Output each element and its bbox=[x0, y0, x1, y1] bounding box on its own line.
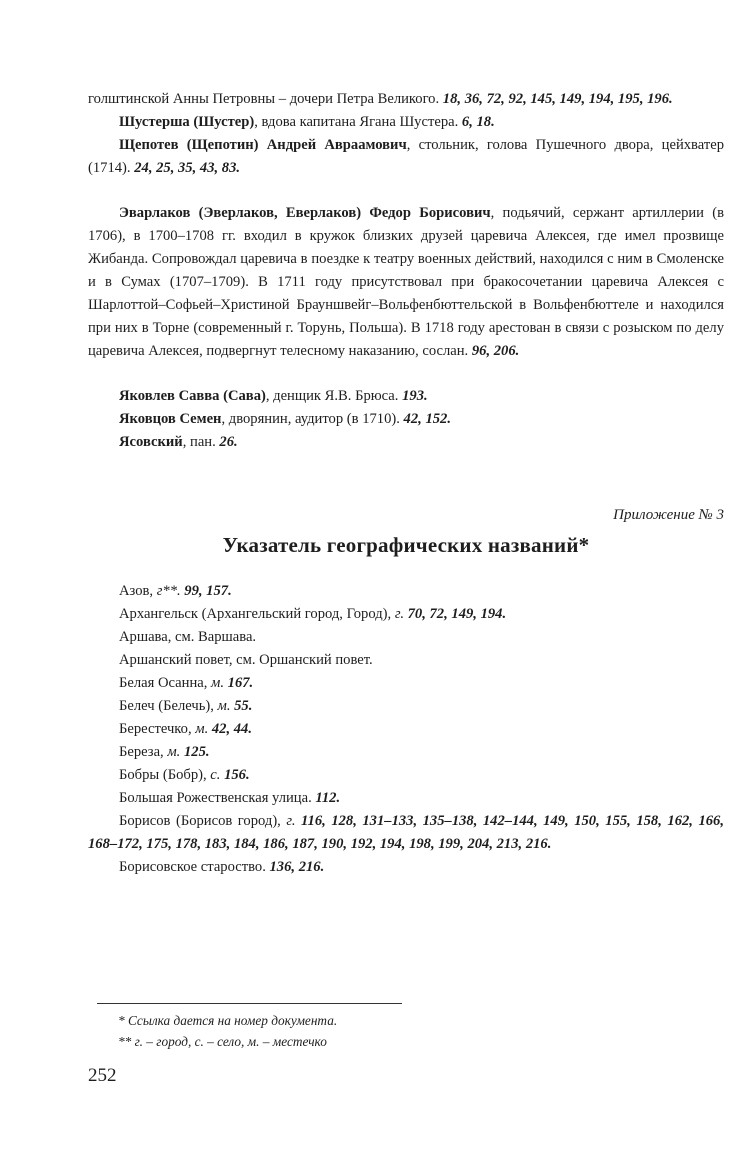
footnote-divider bbox=[97, 1003, 402, 1004]
geo-entry: Бобры (Бобр), с. 156. bbox=[119, 767, 250, 783]
section-title: Указатель географических названий* bbox=[222, 533, 590, 557]
appendix-label: Приложение № 3 bbox=[613, 507, 724, 523]
page-body bbox=[88, 88, 724, 879]
index-entry-shchepotev bbox=[88, 134, 724, 180]
geo-entry: Большая Рожественская улица. 112. bbox=[119, 790, 341, 806]
spacer bbox=[88, 180, 724, 202]
entry-refs: 6, 18. bbox=[461, 114, 495, 130]
entry-refs: 26. bbox=[219, 434, 238, 450]
footnote: ** г. – город, с. – село, м. – местечко bbox=[118, 1034, 327, 1049]
entry-desc: , вдова капитана Ягана Шустера. bbox=[254, 114, 459, 130]
geo-entry: Аршава, см. Варшава. bbox=[119, 629, 257, 645]
index-entry-yakovtsov bbox=[88, 408, 724, 431]
geo-entry: Архангельск (Архангельский город, Город), г. 70, 72, 149, 194. bbox=[119, 606, 507, 622]
geo-entry: Береза, м. 125. bbox=[119, 744, 210, 760]
entry-desc: , подьячий, сержант артиллерии (в 1706), в 1700–1708 гг. входил в кружок близких друзей царевича Алексея, где имел прозвище Жибанда. Сопровождал царевича в поездке к театру военных действий, находился с ним в Смоленске и в Сумах (1707–1709). В 1711 году присутствовал при бракосочетании царевича Алексея с Шарлоттой–Софьей–Христиной Брауншвейг–Вольфенбюттельской в Вольфенбюттеле и находился при них в Торне (современный г. Торунь, Польша). В 1718 году арестован в связи с розыском по делу царевича Алексея, подвергнут телесному наказанию, сослан. bbox=[88, 205, 724, 359]
page-number: 252 bbox=[88, 1065, 117, 1086]
entry-desc: , стольник, голова Пушечного двора, цейхватер (1714). bbox=[88, 137, 724, 176]
index-entry-evarlakov bbox=[88, 202, 724, 363]
geo-index-list bbox=[88, 580, 724, 879]
index-entry-continuation bbox=[88, 88, 724, 111]
entry-name: Эварлаков (Эверлаков, Еверлаков) Федор Борисович bbox=[119, 205, 491, 221]
geo-entry: Берестечко, м. 42, 44. bbox=[119, 721, 252, 737]
entry-desc: , денщик Я.В. Брюса. bbox=[265, 388, 399, 404]
index-entry-yakovlev bbox=[88, 385, 724, 408]
entry-name: Яковцов Семен bbox=[119, 411, 222, 427]
entry-name: Щепотев (Щепотин) Андрей Авраамович bbox=[119, 137, 407, 153]
spacer bbox=[88, 363, 724, 385]
entry-desc: , дворянин, аудитор (в 1710). bbox=[221, 411, 400, 427]
entry-name: Яковлев Савва (Сава) bbox=[119, 388, 266, 404]
entry-name: Шустерша (Шустер) bbox=[119, 114, 255, 130]
spacer bbox=[88, 454, 724, 504]
entry-refs: 96, 206. bbox=[471, 343, 520, 359]
footnotes bbox=[118, 1010, 337, 1052]
index-entry-shustersha bbox=[88, 111, 724, 134]
entry-refs: 193. bbox=[402, 388, 428, 404]
geo-entry: Аршанский повет, см. Оршанский повет. bbox=[119, 652, 373, 668]
entry-refs: 18, 36, 72, 92, 145, 149, 194, 195, 196. bbox=[442, 91, 673, 107]
geo-entry: Азов, г**. 99, 157. bbox=[119, 583, 232, 599]
geo-entry: Борисовское староство. 136, 216. bbox=[119, 859, 325, 875]
geo-entry: Белеч (Белечь), м. 55. bbox=[119, 698, 253, 714]
footnote: * Ссылка дается на номер документа. bbox=[118, 1013, 338, 1028]
geo-entry-borisov: Борисов (Борисов город), г. 116, 128, 131–133, 135–138, 142–144, 149, 150, 155, 158, 162, 166, 168–172, 175, 178, 183, 184, 186, 187, 190, 192, 194, 198, 199, 204, 213, 216. bbox=[88, 813, 725, 852]
index-entry-yasovsky bbox=[88, 431, 724, 454]
entry-name: Ясовский bbox=[119, 434, 183, 450]
geo-entry: Белая Осанна, м. 167. bbox=[119, 675, 254, 691]
entry-refs: 24, 25, 35, 43, 83. bbox=[134, 160, 241, 176]
entry-refs: 42, 152. bbox=[403, 411, 451, 427]
entry-text: голштинской Анны Петровны – дочери Петра Великого. bbox=[88, 91, 440, 107]
entry-desc: , пан. bbox=[182, 434, 216, 450]
